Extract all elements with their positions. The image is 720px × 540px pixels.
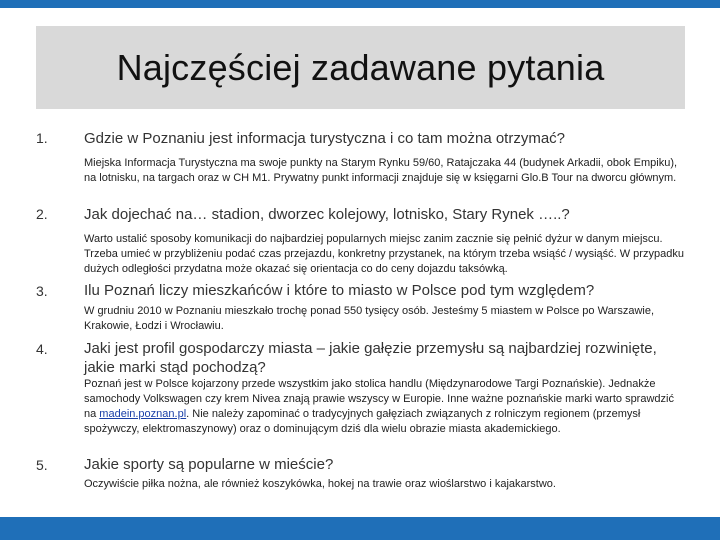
faq-number: 3. [36, 283, 48, 299]
bottom-accent-bar [0, 517, 720, 540]
faq-number: 4. [36, 341, 48, 357]
title-banner [36, 26, 685, 109]
faq-question: Jakie sporty są popularne w mieście? [84, 456, 334, 473]
faq-answer: Warto ustalić sposoby komunikacji do najbardziej popularnych miejsc zanim zacznie się pełnić dyżur w danym miejscu. Trzeba umieć w przybliżeniu podać czas przejazdu, konkretny przystanek, na którym trzeba wsiąść / wysiąść. W przypadku dużych odległości przydatna może okazać się orientacja co do ceny dojazdu taksówką. [84, 233, 684, 275]
faq-answer: Oczywiście piłka nożna, ale również koszykówka, hokej na trawie oraz wioślarstwo i kajakarstwo. [84, 478, 556, 490]
faq-number: 2. [36, 206, 48, 222]
faq-question: Jaki jest profil gospodarczy miasta – jakie gałęzie przemysłu są najbardziej rozwinięte, jakie marki stąd pochodzą? [84, 340, 657, 376]
top-accent-bar [0, 0, 720, 8]
faq-number: 1. [36, 130, 48, 146]
faq-answer: Miejska Informacja Turystyczna ma swoje punkty na Starym Rynku 59/60, Ratajczaka 44 (budynek Arkadii, obok Empiku), na lotnisku, na targach oraz w CH M1. Prywatny punkt informacji znajduje się w księgarni Glo.B Tour na dworcu głównym. [84, 157, 678, 184]
faq-answer-text: Poznań jest w Polsce kojarzony przede wszystkim jako stolica handlu (Międzynarodowe Targi Poznańskie). Jednakże samochody Volkswagen czy krem Nivea znają prawie wszyscy w Europie. Inne ważne poznańskie marki warto sprawdzić na [84, 378, 674, 420]
faq-answer: W grudniu 2010 w Poznaniu mieszkało trochę ponad 550 tysięcy osób. Jesteśmy 5 miastem w Polsce po Warszawie, Krakowie, Łodzi i Wrocławiu. [84, 305, 655, 332]
faq-question: Ilu Poznań liczy mieszkańców i które to miasto w Polsce pod tym względem? [84, 282, 595, 299]
faq-question: Gdzie w Poznaniu jest informacja turystyczna i co tam można otrzymać? [84, 130, 566, 147]
faq-question: Jak dojechać na… stadion, dworzec kolejowy, lotnisko, Stary Rynek …..? [84, 206, 570, 223]
faq-answer [84, 377, 684, 437]
faq-number: 5. [36, 457, 48, 473]
page-title: Najczęściej zadawane pytania [116, 46, 605, 88]
madein-poznan-link[interactable]: madein.poznan.pl [99, 408, 187, 420]
faq-answer-text: . Nie należy zapominać o tradycyjnych gałęziach związanych z rolniczym regionem (przemysł spożywczy, elektromaszynowy) oraz o dominującym dziś dla wielu obrazie miasta akademickiego. [84, 408, 641, 435]
